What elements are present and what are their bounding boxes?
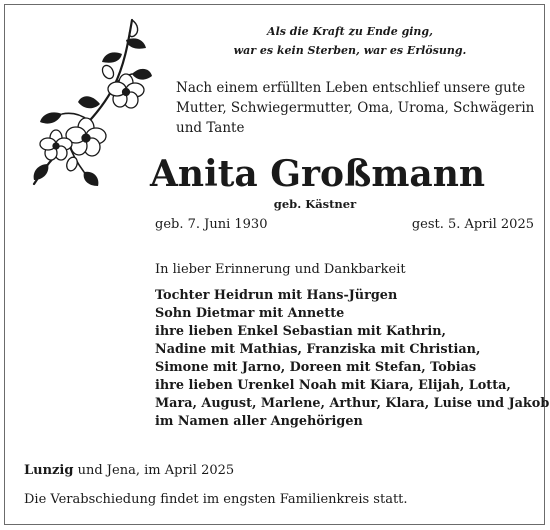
intro-line: Mutter, Schwiegermutter, Oma, Uroma, Schwägerin xyxy=(176,100,535,116)
mourner-line: Sohn Dietmar mit Annette xyxy=(155,306,345,321)
mourner-line: Nadine mit Mathias, Franziska mit Christian, xyxy=(155,342,481,357)
maiden-name: geb. Kästner xyxy=(273,197,357,211)
mourner-line: ihre lieben Urenkel Noah mit Kiara, Elijah, Lotta, xyxy=(155,378,511,393)
death-date: gest. 5. April 2025 xyxy=(411,217,534,232)
mourner-line: Simone mit Jarno, Doreen mit Stefan, Tobias xyxy=(155,360,477,375)
intro-line: und Tante xyxy=(176,120,245,136)
farewell-note: Die Verabschiedung findet im engsten Familienkreis statt. xyxy=(24,492,408,507)
mourner-line: Mara, August, Marlene, Arthur, Klara, Luise und Jakob xyxy=(155,396,550,411)
motto-line-1: Als die Kraft zu Ende ging, xyxy=(267,25,433,38)
mourner-line: im Namen aller Angehörigen xyxy=(155,414,363,429)
mourner-line: Tochter Heidrun mit Hans-Jürgen xyxy=(155,288,398,303)
birth-date: geb. 7. Juni 1930 xyxy=(155,217,268,232)
intro-text xyxy=(176,78,536,138)
memory-line: In lieber Erinnerung und Dankbarkeit xyxy=(155,262,406,277)
mourner-line: ihre lieben Enkel Sebastian mit Kathrin, xyxy=(155,324,447,339)
mourners-list xyxy=(155,287,550,431)
motto-line-2: war es kein Sterben, war es Erlösung. xyxy=(233,44,467,57)
motto xyxy=(200,22,500,60)
place-town: Lunzig xyxy=(24,463,74,478)
intro-line: Nach einem erfüllten Leben entschlief unsere gute xyxy=(176,80,526,96)
place-rest: und Jena, im April 2025 xyxy=(73,463,235,478)
place-date xyxy=(24,461,234,481)
deceased-name: Anita Großmann xyxy=(150,153,486,195)
flower-branch-icon xyxy=(28,14,153,199)
